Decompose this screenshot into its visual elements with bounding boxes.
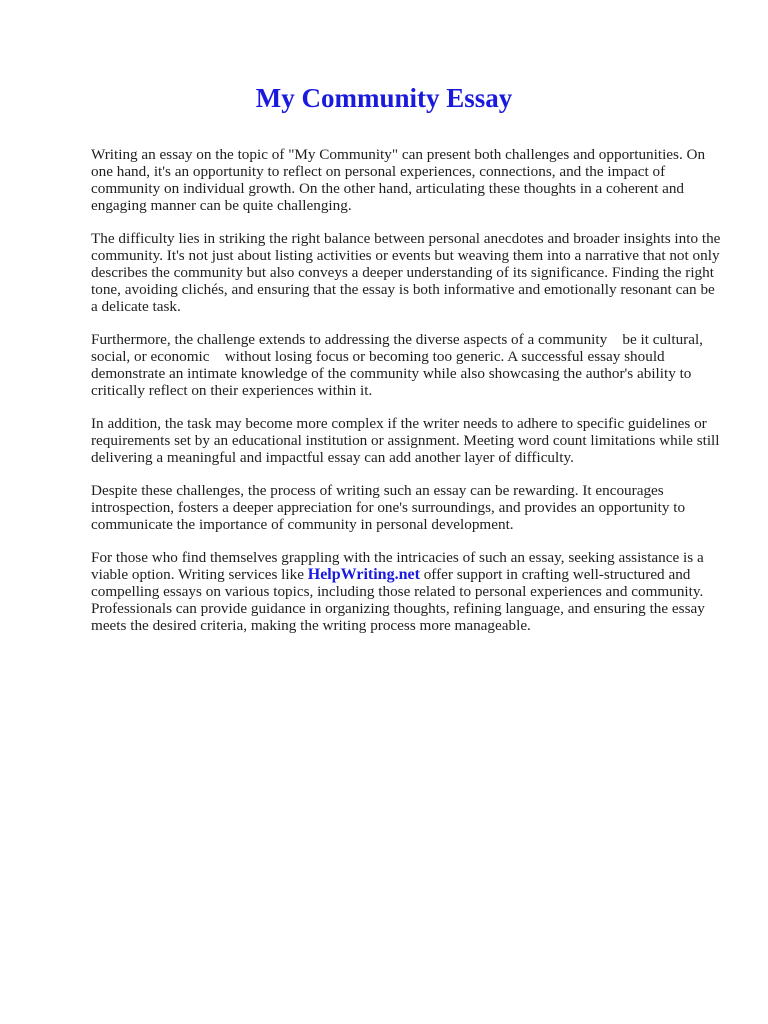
paragraph-2: The difficulty lies in striking the right balance between personal anecdotes and broader insights into the community. It's not just about listing activities or events but weaving them into a narrative that not only describes the community but also conveys a deeper understanding of its significance. Finding the right tone, avoiding clichés, and ensuring that the essay is both informative and emotionally resonant can be a delicate task. [91, 229, 721, 316]
paragraph-3 [91, 331, 723, 399]
paragraph-6-after-link: offer support in crafting well-structured and compelling essays on various topics, including those related to personal experiences and community. Professionals can provide guidance in organizing thoughts, refining language, and ensuring the essay meets the desired criteria, making the writing process more manageable. [91, 565, 705, 635]
paragraph-1: Writing an essay on the topic of "My Community" can present both challenges and opportunities. On one hand, it's an opportunity to reflect on personal experiences, connections, and the impact of community on individual growth. On the other hand, articulating these thoughts in a coherent and engaging manner can be quite challenging. [91, 146, 706, 215]
paragraph-5: Despite these challenges, the process of writing such an essay can be rewarding. It encourages introspection, fosters a deeper appreciation for one's surroundings, and provides an opportunity to communicate the importance of community in personal development. [91, 481, 686, 534]
paragraph-4: In addition, the task may become more complex if the writer needs to adhere to specific guidelines or requirements set by an educational institution or assignment. Meeting word count limitations while still delivering a meaningful and impactful essay can add another layer of difficulty. [91, 415, 720, 467]
paragraph-6-before-link: For those who find themselves grappling with the intricacies of such an essay, seeking assistance is a viable option. Writing services like [91, 548, 704, 583]
paragraph-3-part-3: without losing focus or becoming too generic. A successful essay should demonstrate an intimate knowledge of the community while also showcasing the author's ability to critically reflect on their experiences within it. [91, 348, 692, 400]
helpwriting-link[interactable]: HelpWriting.net [307, 565, 420, 583]
essay-body [91, 146, 723, 650]
page-title: My Community Essay [255, 83, 513, 113]
paragraph-3-part-1: Furthermore, the challenge extends to addressing the diverse aspects of a community [91, 331, 608, 349]
paragraph-3-part-2: be it cultural, social, or economic [91, 331, 703, 366]
paragraph-6 [91, 549, 723, 634]
